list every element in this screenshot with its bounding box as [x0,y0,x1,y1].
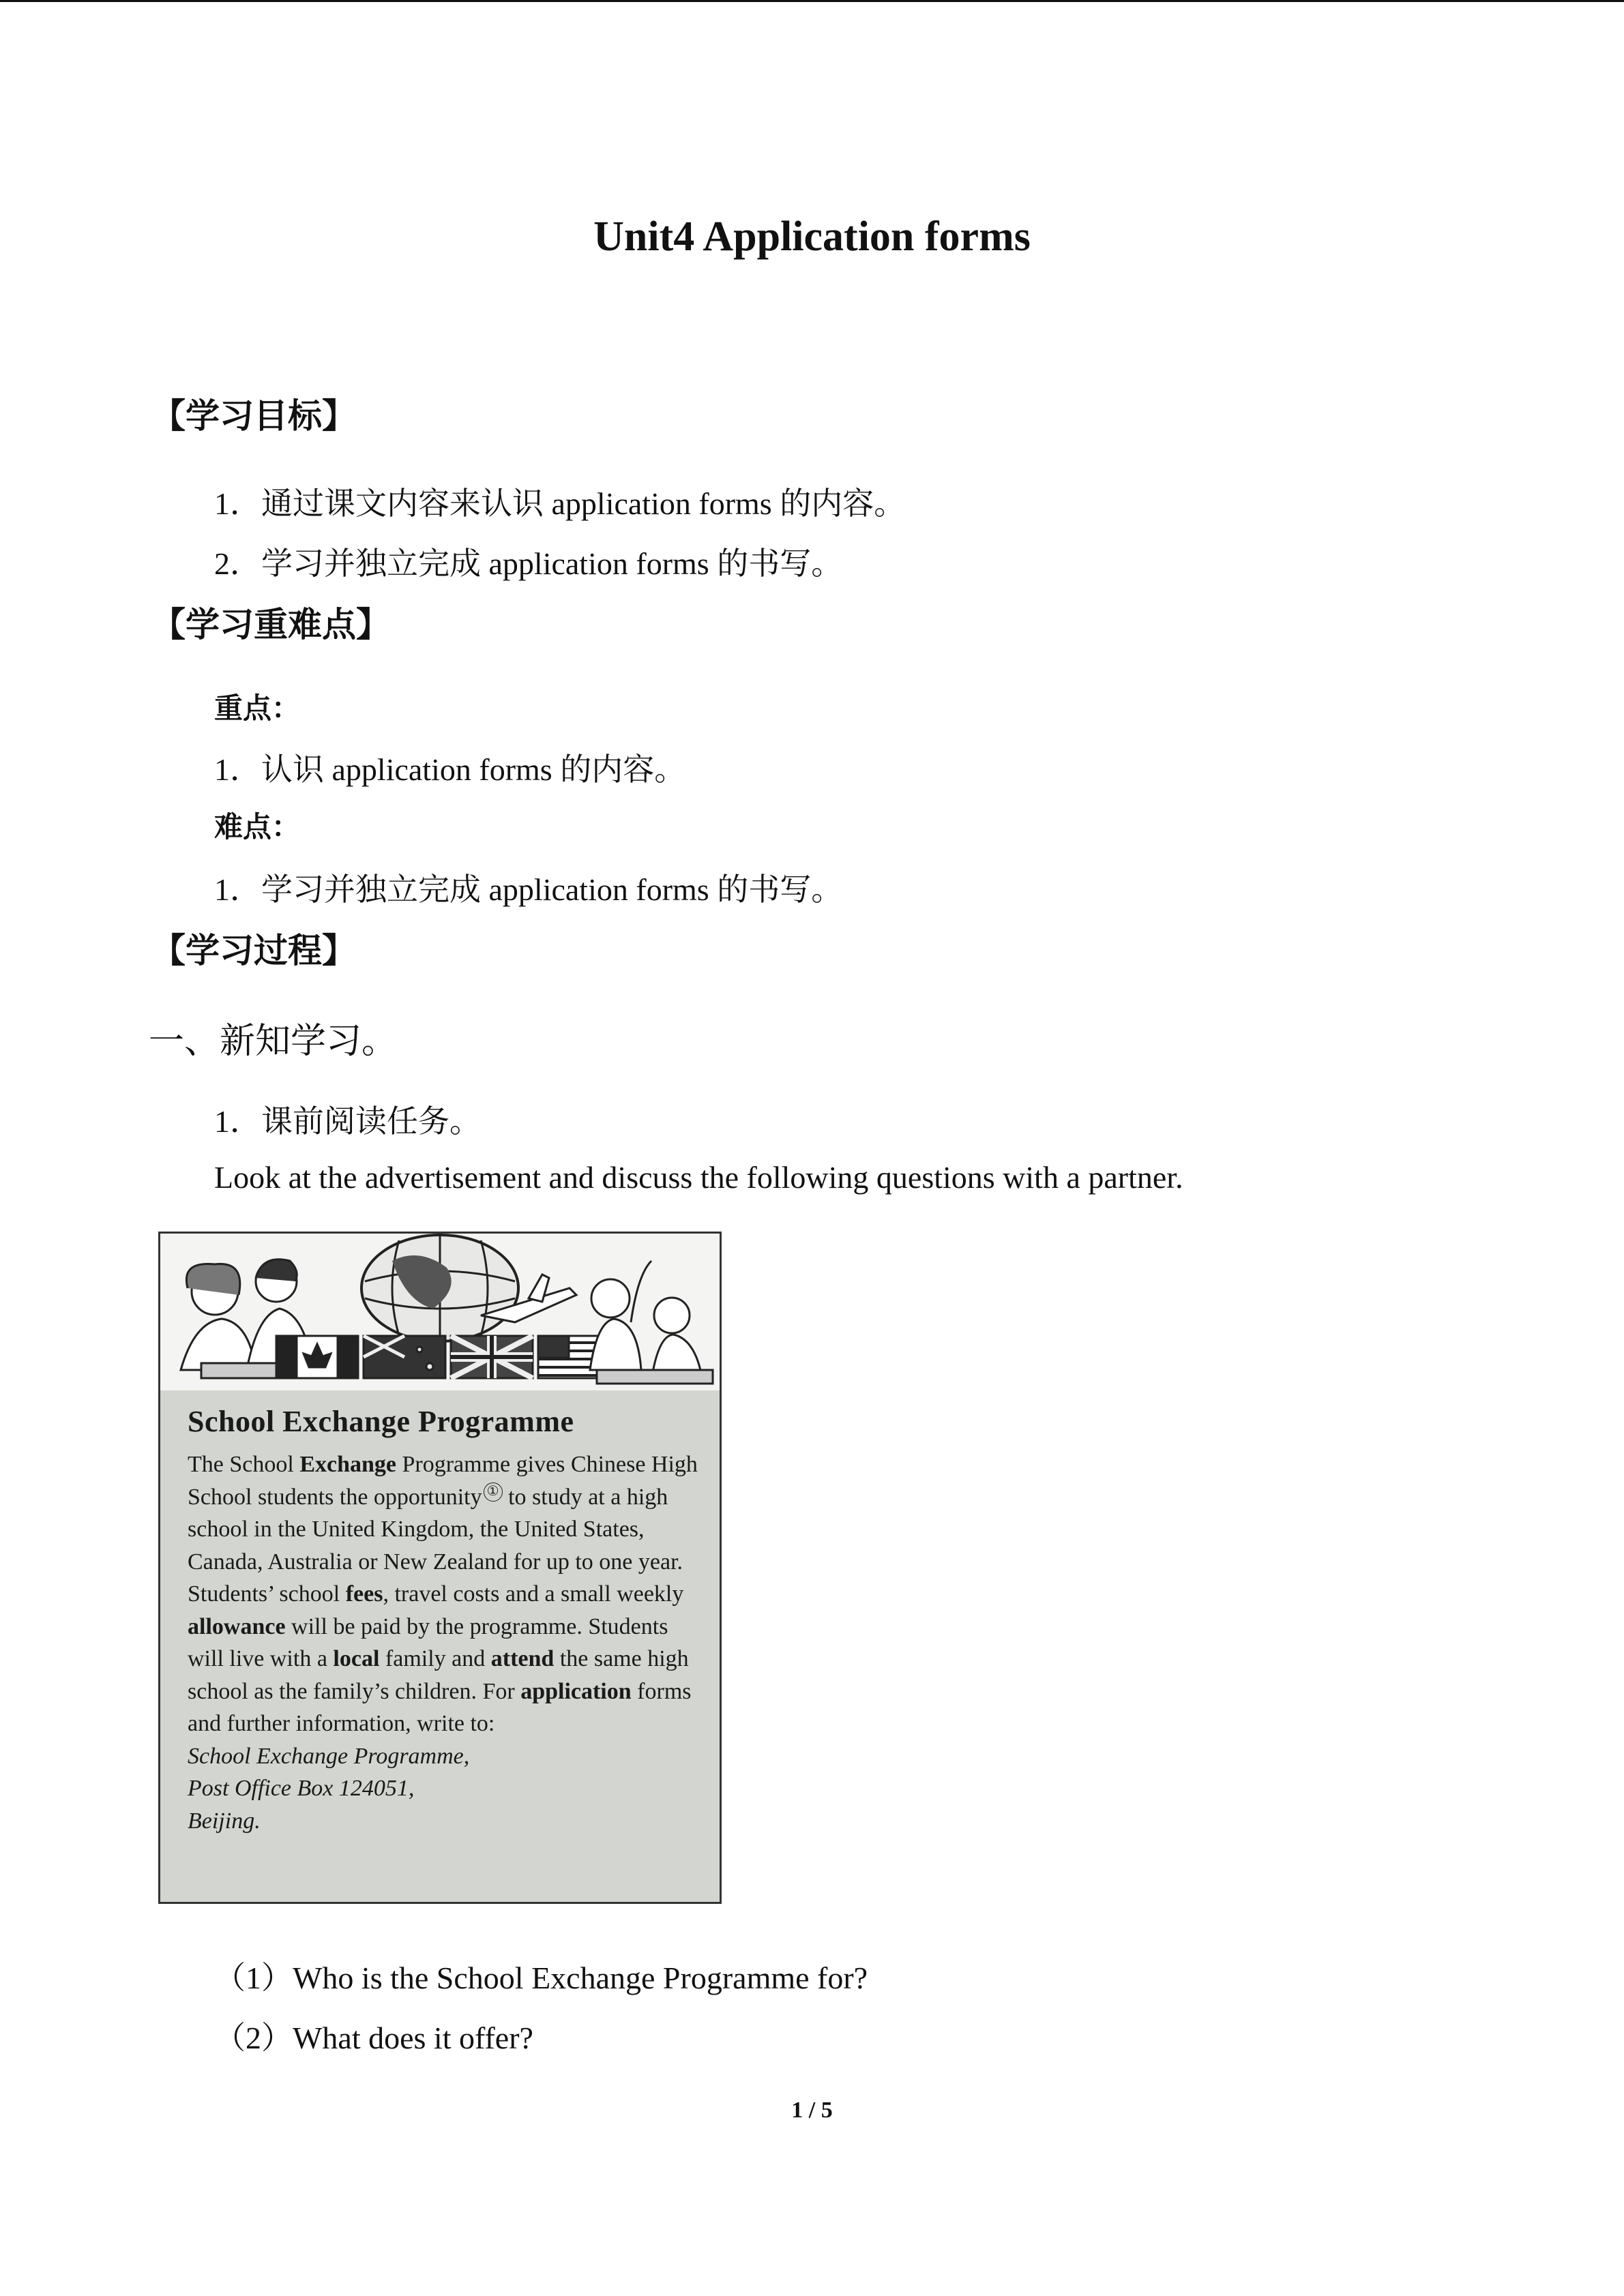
ad-body-part: will be paid by the programme. Students will live with a [188,1613,668,1671]
flags-icon [276,1336,613,1378]
ad-body-part: to study at a high school in the United Kingdom, the United States, Canada, Australia or New Zealand for up to one year. Students’ school [188,1484,683,1607]
objective-item-2: 2．学习并独立完成 application forms 的书写。 [214,546,843,581]
task-one: 1．课前阅读任务。 [214,1104,481,1139]
ad-body-part: forms and further information, write to: [188,1678,692,1736]
students-right-icon [590,1261,713,1384]
question-1: （1）Who is the School Exchange Programme for? [214,1960,868,1995]
question-2: （2）What does it offer? [214,2021,533,2055]
ad-body-part: the same high school as the family’s children. For [188,1646,689,1704]
address-line-3: Beijing. [188,1808,261,1834]
difficult-label: 难点： [214,810,301,844]
ad-keyword-attend: attend [490,1646,555,1671]
illustration-students-globe-flags [160,1234,720,1390]
part-one-heading: 一、新知学习。 [149,1022,398,1061]
advertisement-illustration [160,1234,720,1390]
address-line-2: Post Office Box 124051, [188,1776,415,1801]
ad-keyword-allowance: allowance [188,1613,286,1639]
ad-body-part: Programme gives Chinese High School students the opportunity [188,1452,698,1510]
ad-keyword-application: application [520,1678,632,1704]
advertisement-figure [158,1232,722,1904]
page-title: Unit4 Application forms [593,213,1031,260]
ad-keyword-exchange: Exchange [299,1452,396,1477]
advertisement-title: School Exchange Programme [188,1405,574,1438]
ad-keyword-fees: fees [345,1581,383,1607]
key-label: 重点： [214,691,301,725]
ad-body-part: The School [188,1452,300,1477]
advertisement-body [188,1448,706,1740]
process-heading: 【学习过程】 [151,931,356,970]
instruction-text: Look at the advertisement and discuss the following questions with a partner. [214,1160,1183,1195]
difficult-item: 1．学习并独立完成 application forms 的书写。 [214,872,843,907]
objective-item-1: 1．通过课文内容来认识 application forms 的内容。 [214,486,906,521]
footnote-marker: ① [484,1482,503,1502]
address-line-1: School Exchange Programme, [188,1743,470,1769]
ad-body-part: , travel costs and a small weekly [383,1581,684,1607]
globe-icon [361,1235,518,1341]
page-number: 1 / 5 [791,2098,833,2123]
advertisement-text [188,1404,706,1837]
key-points-heading: 【学习重难点】 [151,605,390,644]
advertisement-address [188,1740,706,1838]
key-item: 1．认识 application forms 的内容。 [214,752,686,787]
ad-keyword-local: local [333,1646,380,1671]
ad-body-part: family and [379,1646,491,1671]
objectives-heading: 【学习目标】 [151,396,356,436]
page-top-border [0,0,1624,2]
